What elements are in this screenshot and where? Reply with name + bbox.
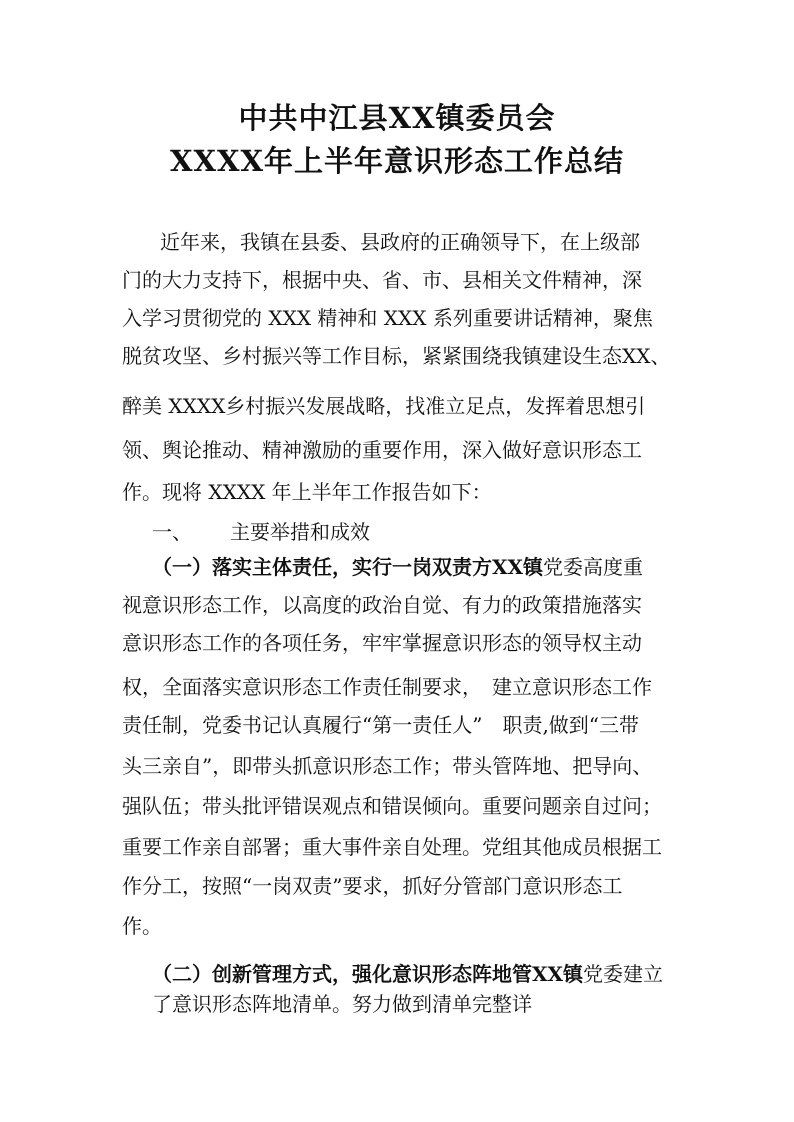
intro-line: 入学习贯彻党的 XXX 精神和 XXX 系列重要讲话精神，聚焦 xyxy=(122,306,653,330)
subsection-heading: （二）创新管理方式，强化意识形态阵地管XX镇 xyxy=(152,962,584,986)
body-line: 头三亲自”，即带头抓意识形态工作；带头管阵地、把导向、 xyxy=(122,754,653,778)
body-line: 了意识形态阵地清单。努力做到清单完整详 xyxy=(152,992,532,1016)
subsection-first-line xyxy=(152,960,682,988)
intro-line: 门的大力支持下，根据中央、省、市、县相关文件精神，深 xyxy=(122,268,642,292)
body-line: 强队伍；带头批评错误观点和错误倾向。重要问题亲自过问； xyxy=(122,794,662,818)
intro-line: 醉美 XXXX乡村振兴发展战略，找准立足点，发挥着思想引 xyxy=(122,394,646,418)
section-number: 一、 xyxy=(152,520,192,544)
subsection-text: 党委高度重 xyxy=(543,555,644,579)
document-title-line1: 中共中江县XX镇委员会 xyxy=(238,101,556,135)
section-heading xyxy=(152,518,682,546)
body-line: 重要工作亲自部署；重大事件亲自处理。党组其他成员根据工 xyxy=(122,835,662,859)
body-line: 作分工，按照“一岗双责”要求，抓好分管部门意识形态工 xyxy=(122,874,623,898)
intro-line: 作。现将 XXXX 年上半年工作报告如下： xyxy=(122,480,492,504)
body-line: 权，全面落实意识形态工作责任制要求， 建立意识形态工作 xyxy=(122,675,652,699)
body-line: 责任制，党委书记认真履行“第一责任人” 职责,做到“三带 xyxy=(122,713,640,737)
body-line: 意识形态工作的各项任务，牢牢掌握意识形态的领导权主动 xyxy=(122,631,642,655)
body-line: 作。 xyxy=(122,914,162,938)
intro-line: 近年来，我镇在县委、县政府的正确领导下，在上级部 xyxy=(140,230,640,254)
subsection-text: 党委建立 xyxy=(583,962,664,986)
document-title-line2: XXXX年上半年意识形态工作总结 xyxy=(169,144,624,178)
intro-line: 领、舆论推动、精神激励的重要作用，深入做好意识形态工 xyxy=(122,438,642,462)
subsection-heading: （一）落实主体责任，实行一岗双责方XX镇 xyxy=(152,555,544,579)
subsection-first-line xyxy=(152,553,682,581)
section-title: 主要举措和成效 xyxy=(230,520,370,544)
body-line: 视意识形态工作，以高度的政治自觉、有力的政策措施落实 xyxy=(122,593,642,617)
intro-line: 脱贫攻坚、乡村振兴等工作目标，紧紧围绕我镇建设生态XX、 xyxy=(122,344,671,368)
